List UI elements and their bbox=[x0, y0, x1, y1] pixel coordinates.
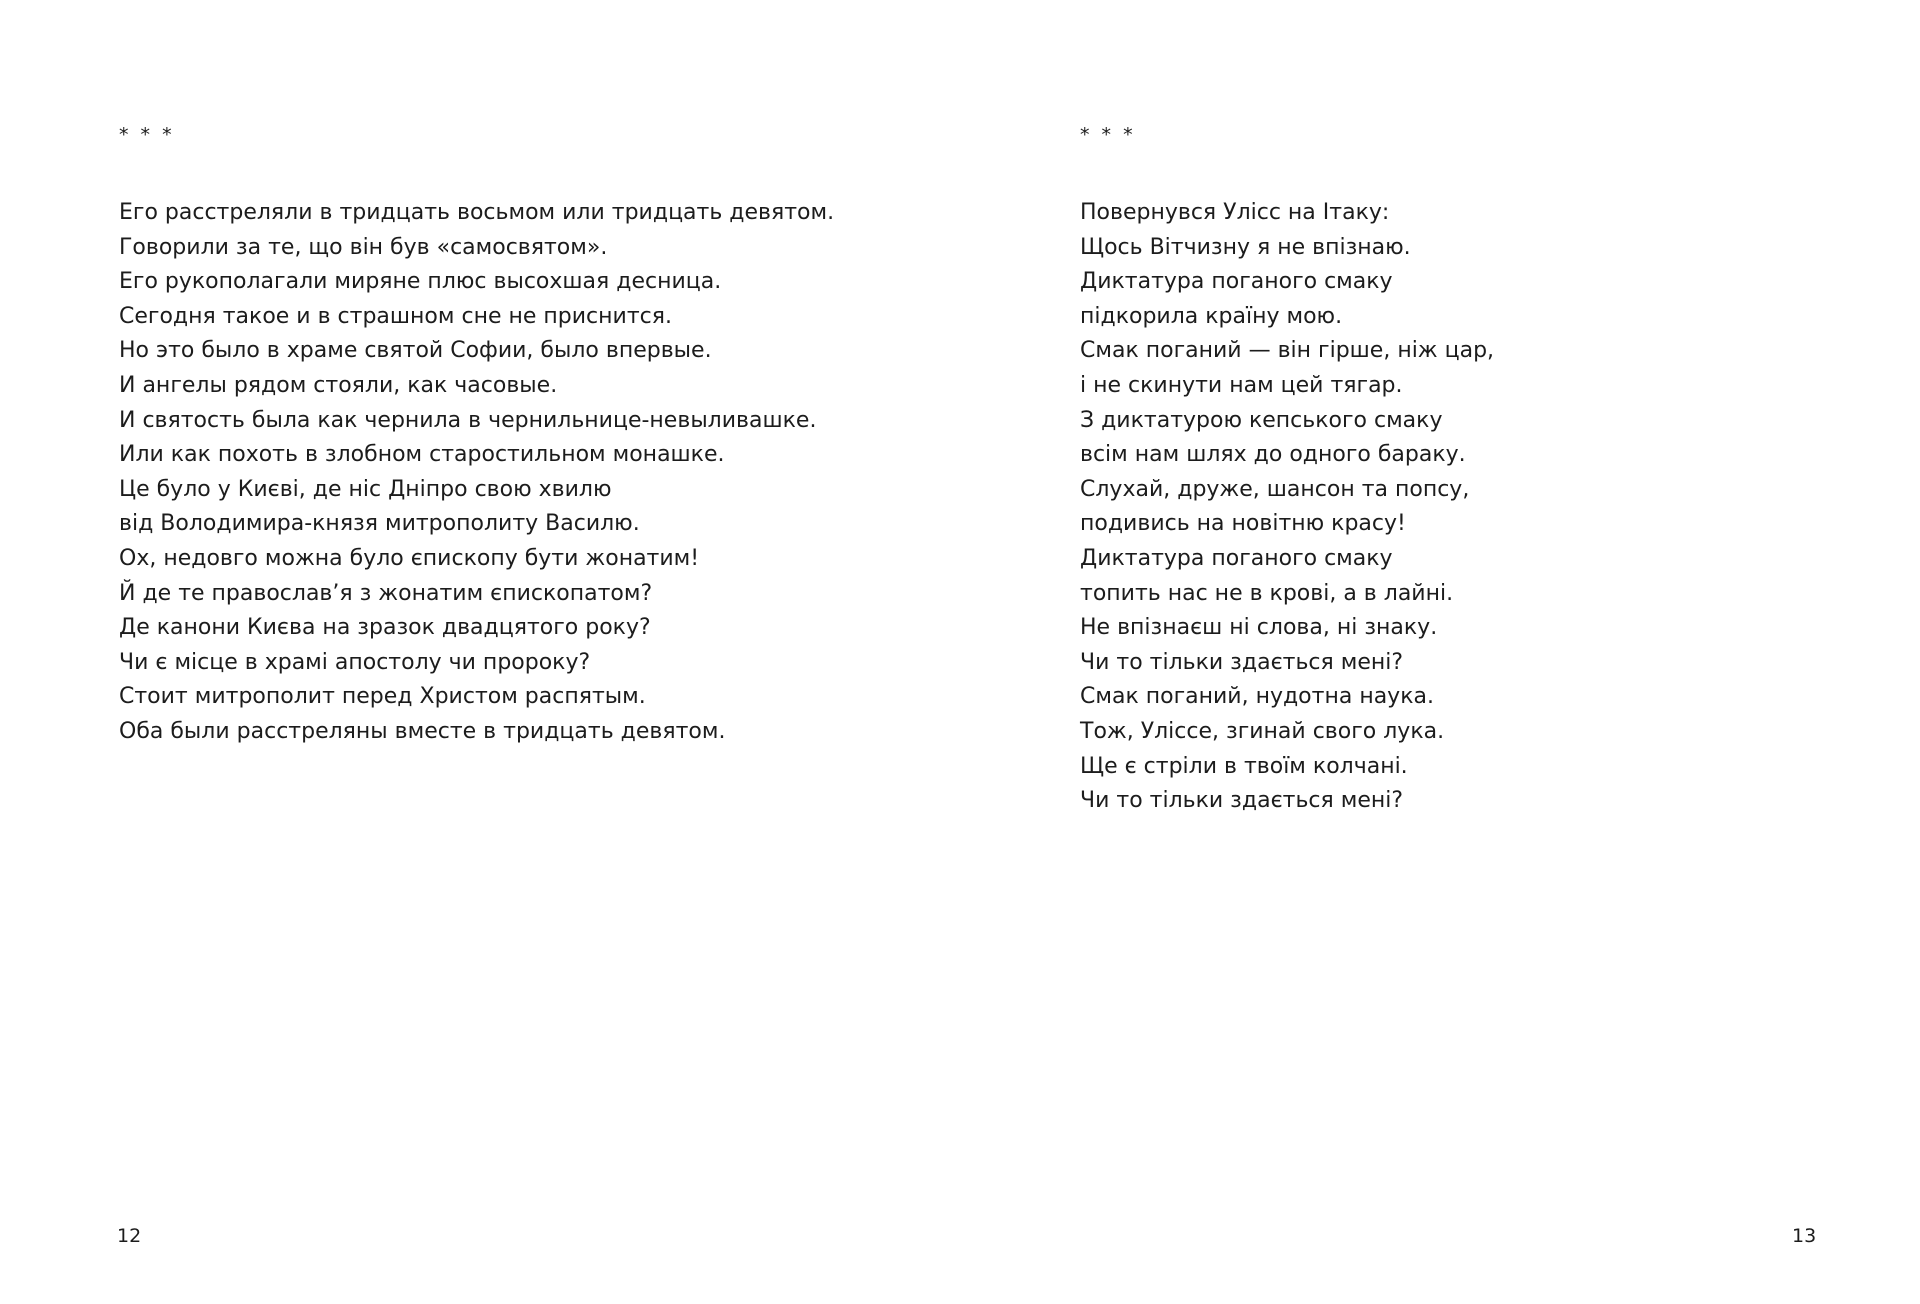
poem-line: Но это было в храме святой Софии, было впервые. bbox=[119, 338, 712, 364]
poem-line: всім нам шлях до одного бараку. bbox=[1080, 442, 1466, 468]
poem-line: Диктатура поганого смаку bbox=[1080, 545, 1393, 571]
poem-line: Повернувся Улісс на Ітаку: bbox=[1080, 200, 1390, 225]
right-page bbox=[960, 0, 1920, 1304]
poem-line: від Володимира-князя митрополиту Василю. bbox=[119, 511, 640, 537]
poem-line: Чи є місце в храмі апостолу чи пророку? bbox=[119, 649, 591, 675]
poem-line: Смак поганий — він гірше, ніж цар, bbox=[1080, 338, 1495, 364]
poem-line: Ох, недовго можна було єпископу бути жонатим! bbox=[119, 545, 700, 571]
poem-line: Говорили за те, що він був «самосвятом». bbox=[119, 234, 608, 260]
poem-line: И ангелы рядом стояли, как часовые. bbox=[119, 372, 558, 398]
poem-line: И святость была как чернила в чернильнице-невыливашке. bbox=[119, 407, 817, 433]
poem-line: Или как похоть в злобном старостильном монашке. bbox=[119, 442, 725, 468]
poem-line: З диктатурою кепського смаку bbox=[1080, 407, 1443, 433]
poem-line: Ще є стріли в твоїм колчані. bbox=[1080, 753, 1408, 779]
poem-line: і не скинути нам цей тягар. bbox=[1080, 372, 1403, 398]
poem-right bbox=[1080, 196, 1494, 819]
poem-line: Сегодня такое и в страшном сне не приснится. bbox=[119, 303, 672, 329]
poem-line: Смак поганий, нудотна наука. bbox=[1080, 684, 1434, 710]
poem-line: Его рукополагали миряне плюс высохшая десница. bbox=[119, 269, 722, 295]
poem-line: Це було у Києві, де ніс Дніпро свою хвилю bbox=[119, 476, 612, 502]
stanza-separator: * * * bbox=[119, 124, 175, 146]
page-number-right: 13 bbox=[1792, 1225, 1817, 1247]
poem-line: подивись на новітню красу! bbox=[1080, 511, 1406, 537]
poem-line: Щось Вітчизну я не впізнаю. bbox=[1080, 234, 1411, 260]
page-number-left: 12 bbox=[117, 1225, 142, 1247]
poem-line: Чи то тільки здається мені? bbox=[1080, 649, 1404, 675]
poem-line: підкорила країну мою. bbox=[1080, 303, 1343, 329]
poem-line: Слухай, друже, шансон та попсу, bbox=[1080, 476, 1470, 502]
poem-left bbox=[119, 196, 834, 750]
poem-line: Его расстреляли в тридцать восьмом или тридцать девятом. bbox=[119, 200, 835, 225]
poem-line: топить нас не в крові, а в лайні. bbox=[1080, 580, 1454, 606]
poem-line: Тож, Уліссе, згинай свого лука. bbox=[1080, 718, 1445, 744]
poem-line: Диктатура поганого смаку bbox=[1080, 269, 1393, 295]
poem-line: Стоит митрополит перед Христом распятым. bbox=[119, 684, 646, 710]
poem-line: Де канони Києва на зразок двадцятого року? bbox=[119, 615, 651, 641]
stanza-separator: * * * bbox=[1080, 124, 1136, 146]
poem-line: Й де те православ’я з жонатим єпископатом? bbox=[119, 580, 653, 606]
poem-line: Не впізнаєш ні слова, ні знаку. bbox=[1080, 615, 1438, 641]
poem-line: Чи то тільки здається мені? bbox=[1080, 788, 1404, 814]
poem-line: Оба были расстреляны вместе в тридцать девятом. bbox=[119, 718, 726, 744]
